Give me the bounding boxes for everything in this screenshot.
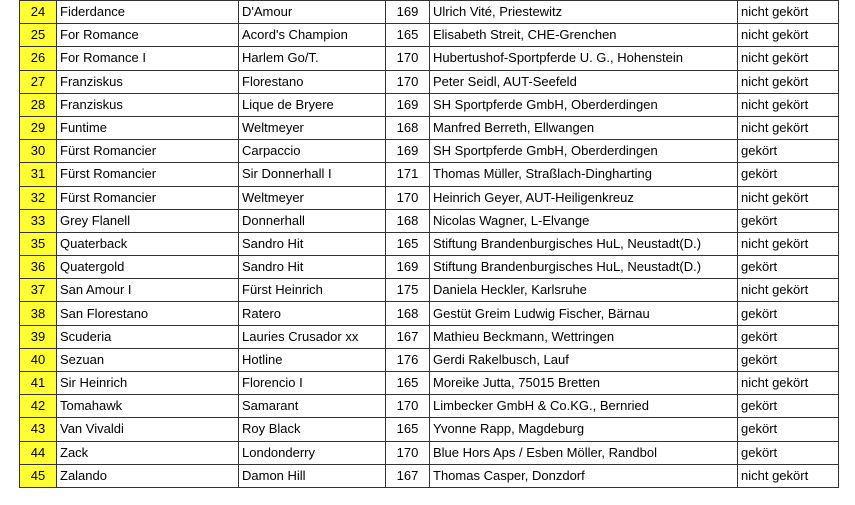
sire-cell: Sandro Hit (239, 232, 386, 255)
horse-name-cell: Grey Flanell (57, 209, 239, 232)
licensing-status-cell: gekört (738, 418, 839, 441)
horse-name-cell: Fürst Romancier (57, 140, 239, 163)
owner-cell: Elisabeth Streit, CHE-Grenchen (430, 24, 738, 47)
height-cell: 170 (386, 441, 430, 464)
height-cell: 170 (386, 70, 430, 93)
horse-name-cell: San Amour I (57, 279, 239, 302)
height-cell: 165 (386, 372, 430, 395)
height-cell: 165 (386, 418, 430, 441)
owner-cell: Mathieu Beckmann, Wettringen (430, 325, 738, 348)
sire-cell: Acord's Champion (239, 24, 386, 47)
horse-name-cell: Van Vivaldi (57, 418, 239, 441)
sire-cell: Sandro Hit (239, 256, 386, 279)
catalog-number-cell: 37 (20, 279, 57, 302)
owner-cell: Heinrich Geyer, AUT-Heiligenkreuz (430, 186, 738, 209)
horse-name-cell: Quaterback (57, 232, 239, 255)
horse-name-cell: Scuderia (57, 325, 239, 348)
horse-name-cell: Fürst Romancier (57, 186, 239, 209)
table-row (20, 441, 839, 464)
owner-cell: Gestüt Greim Ludwig Fischer, Bärnau (430, 302, 738, 325)
catalog-number-cell: 38 (20, 302, 57, 325)
horse-name-cell: Sezuan (57, 348, 239, 371)
owner-cell: Thomas Müller, Straßlach-Dingharting (430, 163, 738, 186)
licensing-status-cell: gekört (738, 256, 839, 279)
licensing-status-cell: nicht gekört (738, 116, 839, 139)
catalog-number-cell: 35 (20, 232, 57, 255)
height-cell: 169 (386, 93, 430, 116)
licensing-status-cell: gekört (738, 302, 839, 325)
sire-cell: Lauries Crusador xx (239, 325, 386, 348)
horse-name-cell: Franziskus (57, 93, 239, 116)
owner-cell: Blue Hors Aps / Esben Möller, Randbol (430, 441, 738, 464)
licensing-status-cell: nicht gekört (738, 24, 839, 47)
sire-cell: Fürst Heinrich (239, 279, 386, 302)
catalog-number-cell: 25 (20, 24, 57, 47)
owner-cell: Thomas Casper, Donzdorf (430, 464, 738, 487)
licensing-status-cell: nicht gekört (738, 1, 839, 24)
table-row (20, 93, 839, 116)
licensing-status-cell: nicht gekört (738, 279, 839, 302)
sire-cell: Lique de Bryere (239, 93, 386, 116)
catalog-number-cell: 42 (20, 395, 57, 418)
sire-cell: Damon Hill (239, 464, 386, 487)
licensing-status-cell: gekört (738, 140, 839, 163)
owner-cell: Daniela Heckler, Karlsruhe (430, 279, 738, 302)
sire-cell: Ratero (239, 302, 386, 325)
table-row (20, 70, 839, 93)
catalog-number-cell: 43 (20, 418, 57, 441)
height-cell: 170 (386, 186, 430, 209)
height-cell: 168 (386, 116, 430, 139)
owner-cell: Nicolas Wagner, L-Elvange (430, 209, 738, 232)
sire-cell: Florencio I (239, 372, 386, 395)
height-cell: 168 (386, 209, 430, 232)
sire-cell: Roy Black (239, 418, 386, 441)
horse-name-cell: Zack (57, 441, 239, 464)
catalog-number-cell: 36 (20, 256, 57, 279)
horse-name-cell: San Florestano (57, 302, 239, 325)
licensing-status-cell: nicht gekört (738, 93, 839, 116)
catalog-number-cell: 26 (20, 47, 57, 70)
table-row (20, 116, 839, 139)
height-cell: 167 (386, 464, 430, 487)
table-row (20, 302, 839, 325)
licensing-status-cell: nicht gekört (738, 464, 839, 487)
licensing-status-cell: nicht gekört (738, 70, 839, 93)
catalog-number-cell: 24 (20, 1, 57, 24)
table-row (20, 209, 839, 232)
horse-name-cell: For Romance I (57, 47, 239, 70)
owner-cell: SH Sportpferde GmbH, Oberderdingen (430, 93, 738, 116)
owner-cell: Ulrich Vité, Priestewitz (430, 1, 738, 24)
catalog-number-cell: 33 (20, 209, 57, 232)
height-cell: 165 (386, 24, 430, 47)
height-cell: 169 (386, 140, 430, 163)
owner-cell: Gerdi Rakelbusch, Lauf (430, 348, 738, 371)
catalog-number-cell: 32 (20, 186, 57, 209)
stallion-results-table (19, 0, 839, 488)
owner-cell: Stiftung Brandenburgisches HuL, Neustadt(D.) (430, 232, 738, 255)
horse-name-cell: Quatergold (57, 256, 239, 279)
height-cell: 171 (386, 163, 430, 186)
height-cell: 170 (386, 395, 430, 418)
sire-cell: Hotline (239, 348, 386, 371)
table-row (20, 418, 839, 441)
table-row (20, 232, 839, 255)
catalog-number-cell: 45 (20, 464, 57, 487)
licensing-status-cell: gekört (738, 441, 839, 464)
sire-cell: Harlem Go/T. (239, 47, 386, 70)
height-cell: 167 (386, 325, 430, 348)
table-row (20, 47, 839, 70)
table-row (20, 279, 839, 302)
table-row (20, 140, 839, 163)
owner-cell: Limbecker GmbH & Co.KG., Bernried (430, 395, 738, 418)
table-row (20, 348, 839, 371)
sire-cell: D'Amour (239, 1, 386, 24)
sire-cell: Weltmeyer (239, 186, 386, 209)
table-row (20, 395, 839, 418)
horse-name-cell: Fiderdance (57, 1, 239, 24)
height-cell: 169 (386, 256, 430, 279)
owner-cell: Manfred Berreth, Ellwangen (430, 116, 738, 139)
licensing-status-cell: nicht gekört (738, 372, 839, 395)
owner-cell: Moreike Jutta, 75015 Bretten (430, 372, 738, 395)
horse-name-cell: For Romance (57, 24, 239, 47)
table-row (20, 163, 839, 186)
licensing-status-cell: nicht gekört (738, 47, 839, 70)
catalog-number-cell: 31 (20, 163, 57, 186)
owner-cell: SH Sportpferde GmbH, Oberderdingen (430, 140, 738, 163)
catalog-number-cell: 28 (20, 93, 57, 116)
licensing-status-cell: gekört (738, 163, 839, 186)
sire-cell: Samarant (239, 395, 386, 418)
horse-name-cell: Fürst Romancier (57, 163, 239, 186)
licensing-status-cell: gekört (738, 325, 839, 348)
owner-cell: Hubertushof-Sportpferde U. G., Hohenstein (430, 47, 738, 70)
sire-cell: Londonderry (239, 441, 386, 464)
sire-cell: Sir Donnerhall I (239, 163, 386, 186)
sire-cell: Weltmeyer (239, 116, 386, 139)
horse-name-cell: Franziskus (57, 70, 239, 93)
catalog-number-cell: 29 (20, 116, 57, 139)
catalog-number-cell: 40 (20, 348, 57, 371)
horse-name-cell: Tomahawk (57, 395, 239, 418)
licensing-status-cell: nicht gekört (738, 186, 839, 209)
table-row (20, 24, 839, 47)
owner-cell: Yvonne Rapp, Magdeburg (430, 418, 738, 441)
catalog-number-cell: 30 (20, 140, 57, 163)
table-row (20, 325, 839, 348)
catalog-number-cell: 44 (20, 441, 57, 464)
table-row (20, 1, 839, 24)
height-cell: 170 (386, 47, 430, 70)
table-row (20, 256, 839, 279)
sire-cell: Carpaccio (239, 140, 386, 163)
horse-name-cell: Zalando (57, 464, 239, 487)
horse-name-cell: Sir Heinrich (57, 372, 239, 395)
owner-cell: Stiftung Brandenburgisches HuL, Neustadt(D.) (430, 256, 738, 279)
catalog-number-cell: 27 (20, 70, 57, 93)
table-row (20, 186, 839, 209)
licensing-status-cell: gekört (738, 209, 839, 232)
height-cell: 165 (386, 232, 430, 255)
height-cell: 169 (386, 1, 430, 24)
licensing-status-cell: nicht gekört (738, 232, 839, 255)
licensing-status-cell: gekört (738, 395, 839, 418)
owner-cell: Peter Seidl, AUT-Seefeld (430, 70, 738, 93)
table-row (20, 372, 839, 395)
horse-name-cell: Funtime (57, 116, 239, 139)
table-row (20, 464, 839, 487)
sire-cell: Donnerhall (239, 209, 386, 232)
height-cell: 176 (386, 348, 430, 371)
height-cell: 175 (386, 279, 430, 302)
sire-cell: Florestano (239, 70, 386, 93)
licensing-status-cell: gekört (738, 348, 839, 371)
catalog-number-cell: 39 (20, 325, 57, 348)
height-cell: 168 (386, 302, 430, 325)
catalog-number-cell: 41 (20, 372, 57, 395)
